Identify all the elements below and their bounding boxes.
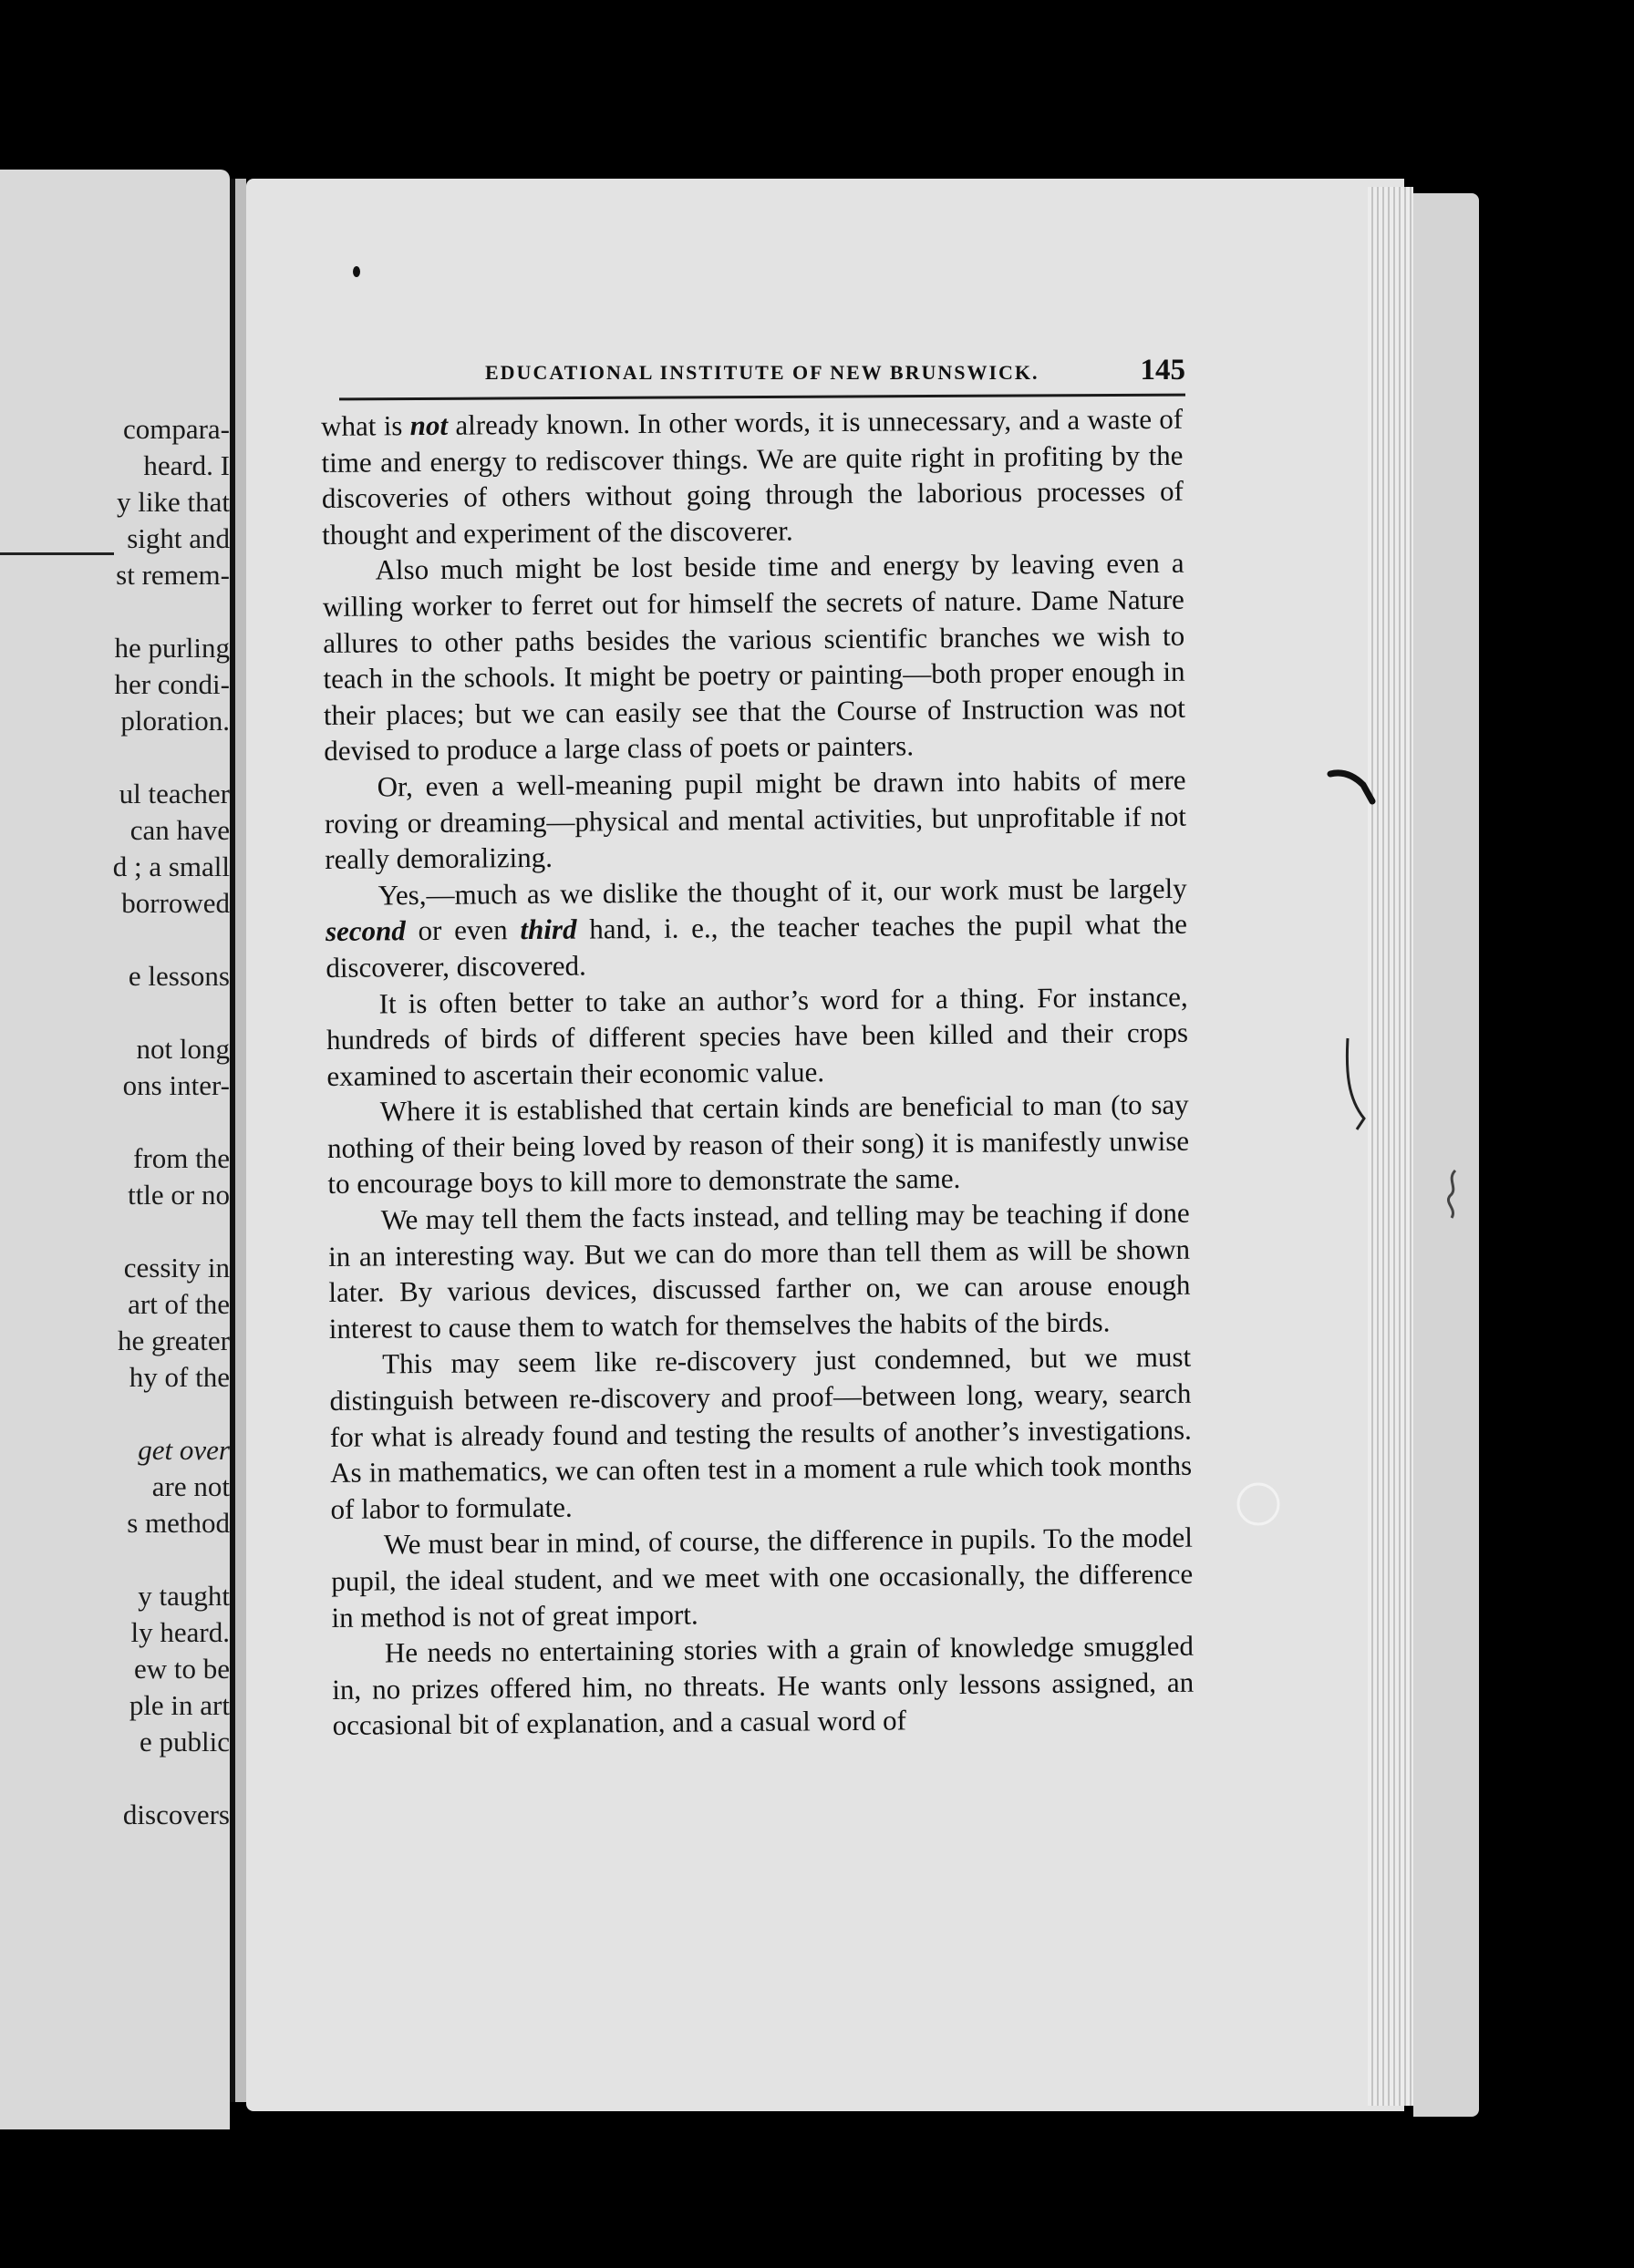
speck-mark <box>350 263 363 281</box>
facing-page-line: get over <box>138 1434 230 1466</box>
paragraph-text: We may tell them the facts instead, and telling may be teaching if done in an interesting way. But we can do more than tell them as will be shown later. By various devices, discussed farther on, we can arouse enough interest to cause them to watch for themselves the habits of the birds. <box>327 1196 1191 1345</box>
facing-page-line: can have <box>129 814 230 846</box>
emphasis-text: second <box>325 914 406 948</box>
paragraph <box>328 1195 1191 1347</box>
facing-page-line: d ; a small <box>112 850 230 882</box>
paragraph-text: It is often better to take an author’s word for a thing. For instance, hundreds of birds of different species have been killed and their crops examined to ascertain their economic value. <box>326 980 1189 1092</box>
margin-bracket-mark <box>1340 1035 1377 1135</box>
facing-page-line: he purling <box>114 632 230 664</box>
page-number: 145 <box>1140 354 1185 387</box>
facing-page-line: cessity in <box>123 1252 230 1283</box>
facing-page-line: compara- <box>122 413 230 445</box>
paragraph <box>321 401 1184 553</box>
facing-page-line: e lessons <box>128 960 230 992</box>
paragraph-text: or even <box>405 913 521 947</box>
paragraph-text: Yes,—much as we dislike the thought of it, our work must be largely <box>377 871 1187 912</box>
facing-page-line: art of the <box>128 1288 230 1320</box>
margin-pencil-mark <box>1327 761 1381 816</box>
paragraph <box>329 1339 1193 1527</box>
facing-page-line: y like that <box>117 486 230 518</box>
page-edges <box>1368 187 1413 2106</box>
facing-page-line: discovers <box>122 1799 230 1830</box>
facing-page-line: he greater <box>117 1325 230 1356</box>
running-head: EDUCATIONAL INSTITUTE OF NEW BRUNSWICK. <box>485 361 1039 384</box>
facing-page-line: e public <box>140 1726 230 1758</box>
emphasis-text: not <box>409 408 449 442</box>
paragraph <box>322 545 1185 769</box>
paragraph-text: hand, i. e., the teacher teaches the pupil what the discoverer, discovered. <box>326 908 1188 984</box>
facing-page-line: hy of the <box>129 1361 230 1393</box>
paragraph <box>331 1520 1194 1635</box>
facing-page-line: are not <box>151 1470 230 1502</box>
facing-page-line: ew to be <box>133 1653 230 1685</box>
facing-page-line: s method <box>127 1507 230 1539</box>
page-header <box>339 354 1185 394</box>
facing-page-line: her condi- <box>114 668 230 700</box>
paragraph <box>324 762 1186 878</box>
facing-page-line: ly heard. <box>130 1616 230 1648</box>
facing-page-line: ul teacher <box>119 778 230 809</box>
paragraph-text: what is <box>321 409 410 442</box>
cover-mark <box>1443 1167 1463 1222</box>
facing-page-line: sight and <box>127 522 230 554</box>
facing-page-line: from the <box>133 1142 230 1174</box>
facing-page-line: ploration. <box>120 705 230 737</box>
facing-page-line: not long <box>136 1033 230 1065</box>
facing-page-line: st remem- <box>116 559 230 591</box>
paragraph-text: already known. In other words, it is unnecessary, and a waste of time and energy to rediscover things. We are quite right in profiting by the discoveries of others without going through the laborious processes of thought and experiment of the discoverer. <box>321 402 1184 551</box>
paper-hole-mark <box>1233 1479 1284 1530</box>
facing-page-line: ttle or no <box>128 1179 230 1211</box>
emphasis-text: third <box>520 912 577 946</box>
paragraph-text: We must bear in mind, of course, the difference in pupils. To the model pupil, the ideal student, and we meet with one occasionally, the difference in method is not of great import. <box>331 1521 1194 1634</box>
facing-page-left <box>0 170 230 2129</box>
facing-page-line: heard. I <box>143 449 230 481</box>
paragraph-text: He needs no entertaining stories with a grain of knowledge smuggled in, no prizes offered him, no threats. He wants only lessons assigned, an occasional bit of explanation, and a casual word of <box>332 1629 1194 1742</box>
facing-page-line: borrowed <box>121 887 230 919</box>
paragraph <box>332 1628 1194 1744</box>
paragraph-text: Where it is established that certain kinds are beneficial to man (to say nothing of their being loved by reason of their song) it is manifestly unwise to encourage boys to kill more to demonstrate the same. <box>326 1088 1190 1201</box>
paragraph <box>327 1087 1190 1202</box>
facing-page-line: ple in art <box>129 1689 230 1721</box>
paragraph <box>325 870 1187 985</box>
facing-page-rule <box>0 552 114 555</box>
paragraph-text: This may seem like re-discovery just condemned, but we must distinguish between re-discovery and proof—between long, weary, search for what is already found and testing the results of another’s investigations. As in mathematics, we can often test in a moment a rule which took months of labor to formulate. <box>329 1341 1193 1525</box>
facing-page-line: ons inter- <box>122 1069 230 1101</box>
facing-page-line: y taught <box>138 1580 230 1612</box>
book-cover-edge <box>1413 193 1479 2117</box>
paragraph-text: Also much might be lost beside time and energy by leaving even a willing worker to ferret out for himself the secrets of nature. Dame Nature allures to other paths besides the various scientific branches we wish to teach in the schools. It might be poetry or painting—both proper enough in their places; but we can easily see that the Course of Instruction was not devised to produce a large class of poets or painters. <box>322 547 1186 768</box>
gutter-gap <box>235 179 246 2102</box>
paragraph <box>326 978 1189 1094</box>
paragraph-text: Or, even a well-meaning pupil might be drawn into habits of mere roving or dreaming—physical and mental activities, but unprofitable if not really demoralizing. <box>324 763 1187 876</box>
body-text <box>321 401 1194 1744</box>
